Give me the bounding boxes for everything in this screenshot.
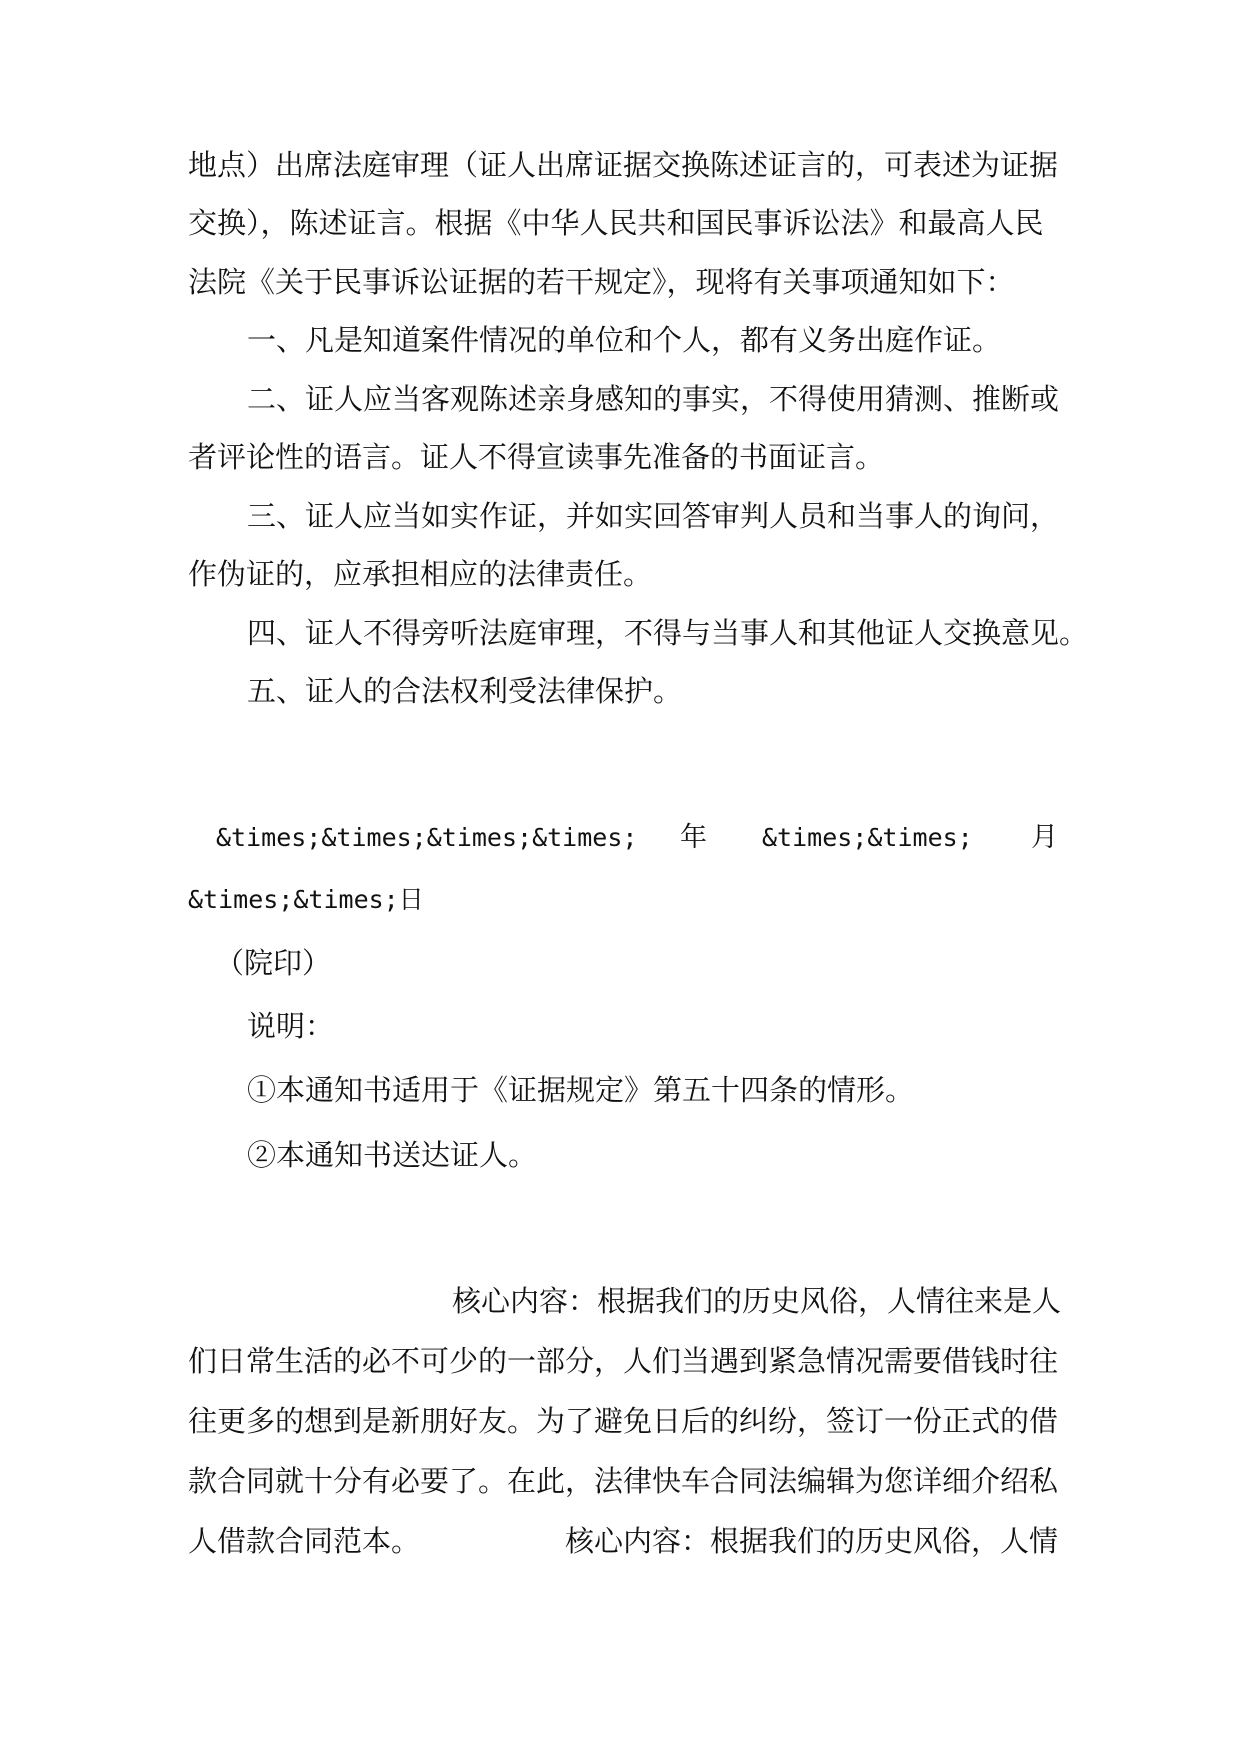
summary-line-5-left: 人借款合同范本。 <box>188 1524 421 1558</box>
notice-item-1: 一、凡是知道案件情况的单位和个人，都有义务出庭作证。 <box>247 323 1002 357</box>
notice-item-3-line-1: 三、证人应当如实作证，并如实回答审判人员和当事人的询问， <box>247 499 1060 533</box>
summary-line-3: 往更多的想到是新朋好友。为了避免日后的纠纷，签订一份正式的借 <box>188 1404 1059 1438</box>
summary-line-2: 们日常生活的必不可少的一部分，人们当遇到紧急情况需要借钱时往 <box>188 1344 1059 1378</box>
notice-item-4: 四、证人不得旁听法庭审理，不得与当事人和其他证人交换意见。 <box>247 616 1089 650</box>
summary-line-4: 款合同就十分有必要了。在此，法律快车合同法编辑为您详细介绍私 <box>188 1464 1059 1498</box>
date-year-label: 年 <box>680 822 707 853</box>
date-line <box>216 820 1056 860</box>
summary-line-5-right: 核心内容：根据我们的历史风俗，人情 <box>565 1524 1059 1558</box>
note-item-2: ②本通知书送达证人。 <box>247 1138 538 1172</box>
notice-item-3-line-2: 作伪证的，应承担相应的法律责任。 <box>188 557 653 591</box>
notice-item-2-line-2: 者评论性的语言。证人不得宣读事先准备的书面证言。 <box>188 440 885 474</box>
paragraph-line: 法院《关于民事诉讼证据的若干规定》，现将有关事项通知如下： <box>188 265 1015 299</box>
notice-item-2-line-1: 二、证人应当客观陈述亲身感知的事实，不得使用猜测、推断或 <box>247 382 1060 416</box>
notice-item-5: 五、证人的合法权利受法律保护。 <box>247 674 683 708</box>
date-placeholder-year: &times;&times;&times;&times; <box>216 823 638 852</box>
paragraph-line: 交换），陈述证言。根据《中华人民共和国民事诉讼法》和最高人民 <box>188 206 1044 240</box>
date-placeholder-month: &times;&times; <box>762 823 973 852</box>
court-seal-label: （院印） <box>215 946 332 980</box>
date-placeholder-day: &times;&times;日 <box>188 885 424 914</box>
note-item-1: ①本通知书适用于《证据规定》第五十四条的情形。 <box>247 1073 915 1107</box>
paragraph-line: 地点）出席法庭审理（证人出席证据交换陈述证言的，可表述为证据 <box>188 148 1059 182</box>
summary-line-1: 核心内容：根据我们的历史风俗，人情往来是人 <box>452 1284 1062 1318</box>
notes-title: 说明： <box>247 1009 335 1043</box>
date-month-label: 月 <box>1031 822 1058 853</box>
